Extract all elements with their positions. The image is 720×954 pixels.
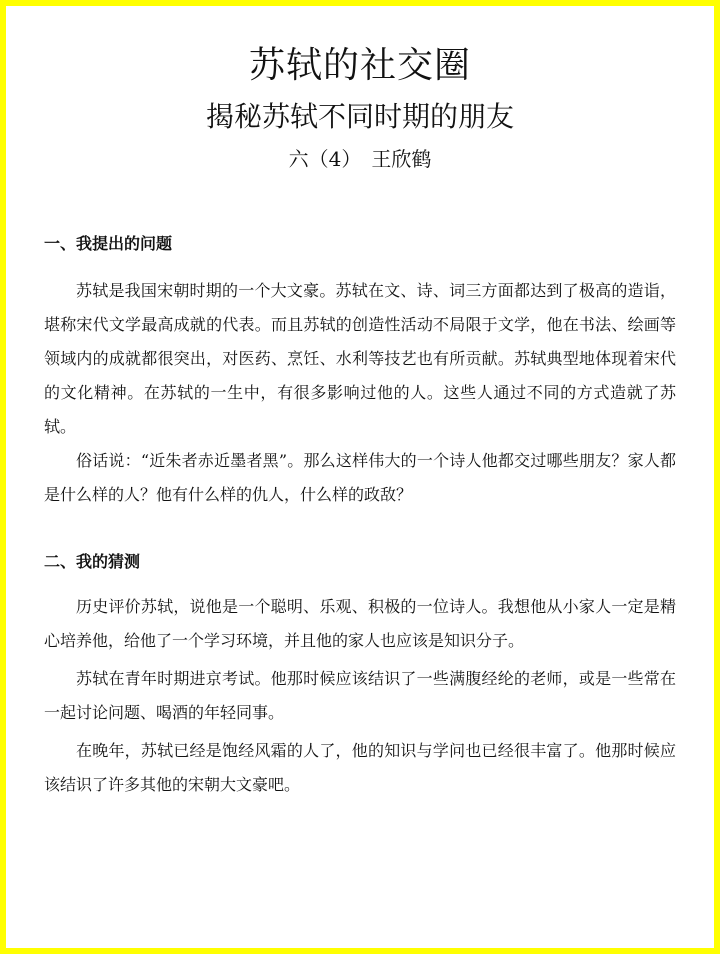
document-page (6, 6, 714, 948)
section-heading-guesses: 二、我的猜测 (44, 552, 141, 571)
paragraph: 苏轼在青年时期进京考试。他那时候应该结识了一些满腹经纶的老师，或是一些常在一起讨论问题、喝酒的年轻同事。 (44, 669, 676, 722)
paragraph: 在晚年，苏轼已经是饱经风霜的人了，他的知识与学问也已经很丰富了。他那时候应该结识了许多其他的宋朝大文豪吧。 (44, 741, 676, 794)
paragraph: 苏轼是我国宋朝时期的一个大文豪。苏轼在文、诗、词三方面都达到了极高的造诣，堪称宋代文学最高成就的代表。而且苏轼的创造性活动不局限于文学，他在书法、绘画等领域内的成就都很突出，对医药、烹饪、水利等技艺也有所贡献。苏轼典型地体现着宋代的文化精神。在苏轼的一生中，有很多影响过他的人。这些人通过不同的方式造就了苏轼。 (44, 281, 676, 436)
document-subtitle: 揭秘苏轼不同时期的朋友 (205, 100, 514, 133)
section-heading-questions: 一、我提出的问题 (44, 234, 173, 253)
document-title: 苏轼的社交圈 (248, 45, 471, 86)
paragraph: 历史评价苏轼，说他是一个聪明、乐观、积极的一位诗人。我想他从小家人一定是精心培养他，给他了一个学习环境，并且他的家人也应该是知识分子。 (44, 597, 676, 650)
paragraph: 俗话说：“近朱者赤近墨者黑”。那么这样伟大的一个诗人他都交过哪些朋友？家人都是什么样的人？他有什么样的仇人，什么样的政敌？ (44, 451, 676, 504)
author-line: 六（4） 王欣鹤 (288, 147, 432, 171)
